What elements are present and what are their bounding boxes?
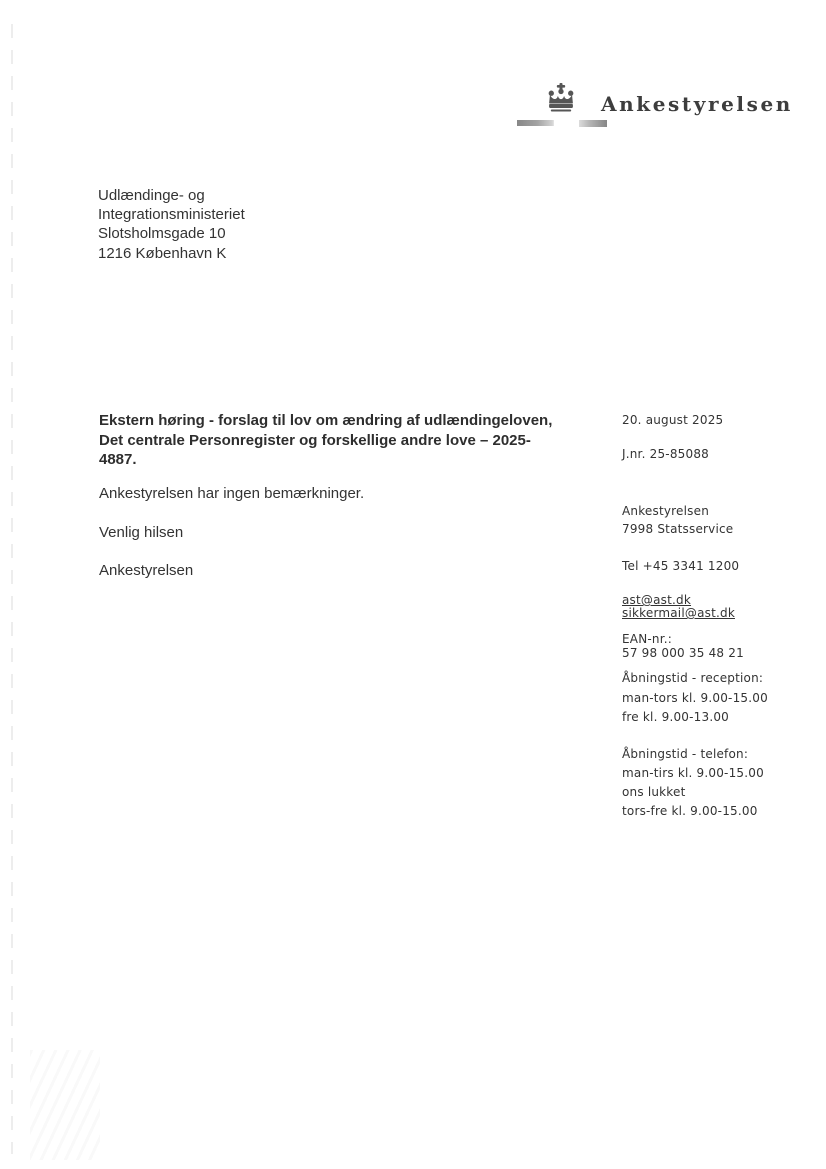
recipient-address [98, 186, 245, 263]
phone-hours-line: ons lukket [622, 785, 686, 799]
sender-secure-email-link: sikkermail@ast.dk [622, 606, 735, 620]
letter-signature: Ankestyrelsen [99, 562, 194, 579]
subject-line: 4887. [99, 451, 137, 469]
scan-artifact-bottom-left [30, 1050, 100, 1160]
reception-hours-title: Åbningstid - reception: [622, 671, 764, 685]
recipient-line: Udlændinge- og [98, 187, 205, 204]
letterhead-rule-left [517, 120, 554, 126]
recipient-line: 1216 København K [98, 244, 227, 262]
crown-icon [546, 83, 576, 119]
subject-heading [99, 411, 619, 470]
sender-org-address: 7998 Statsservice [622, 522, 734, 536]
letter-closing: Venlig hilsen [99, 524, 184, 541]
subject-line: Det centrale Personregister og forskellige andre love – 2025- [99, 431, 531, 449]
sender-phone: Tel +45 3341 1200 [622, 559, 740, 573]
scan-artifact-left-edge [11, 24, 13, 1154]
letterhead [0, 0, 826, 140]
org-logo-wordmark: Ankestyrelsen [601, 92, 793, 116]
ean-label: EAN-nr.: [622, 632, 672, 646]
journal-number: J.nr. 25-85088 [622, 447, 709, 461]
reception-hours-line: fre kl. 9.00-13.00 [622, 710, 730, 724]
ean-number: 57 98 000 35 48 21 [622, 646, 744, 660]
reception-hours-line: man-tors kl. 9.00-15.00 [622, 691, 768, 705]
recipient-line: Integrationsministeriet [98, 206, 245, 224]
letter-date: 20. august 2025 [622, 413, 724, 427]
letterhead-rule-right [579, 120, 607, 127]
sender-org-name: Ankestyrelsen [622, 504, 710, 518]
phone-hours-line: tors-fre kl. 9.00-15.00 [622, 804, 758, 818]
letter-body: Ankestyrelsen har ingen bemærkninger. [99, 485, 365, 502]
phone-hours-line: man-tirs kl. 9.00-15.00 [622, 766, 764, 780]
recipient-line: Slotsholmsgade 10 [98, 225, 226, 243]
subject-line: Ekstern høring - forslag til lov om ændring af udlændingeloven, [99, 412, 553, 429]
sender-email-link: ast@ast.dk [622, 593, 692, 607]
phone-hours-title: Åbningstid - telefon: [622, 747, 749, 761]
